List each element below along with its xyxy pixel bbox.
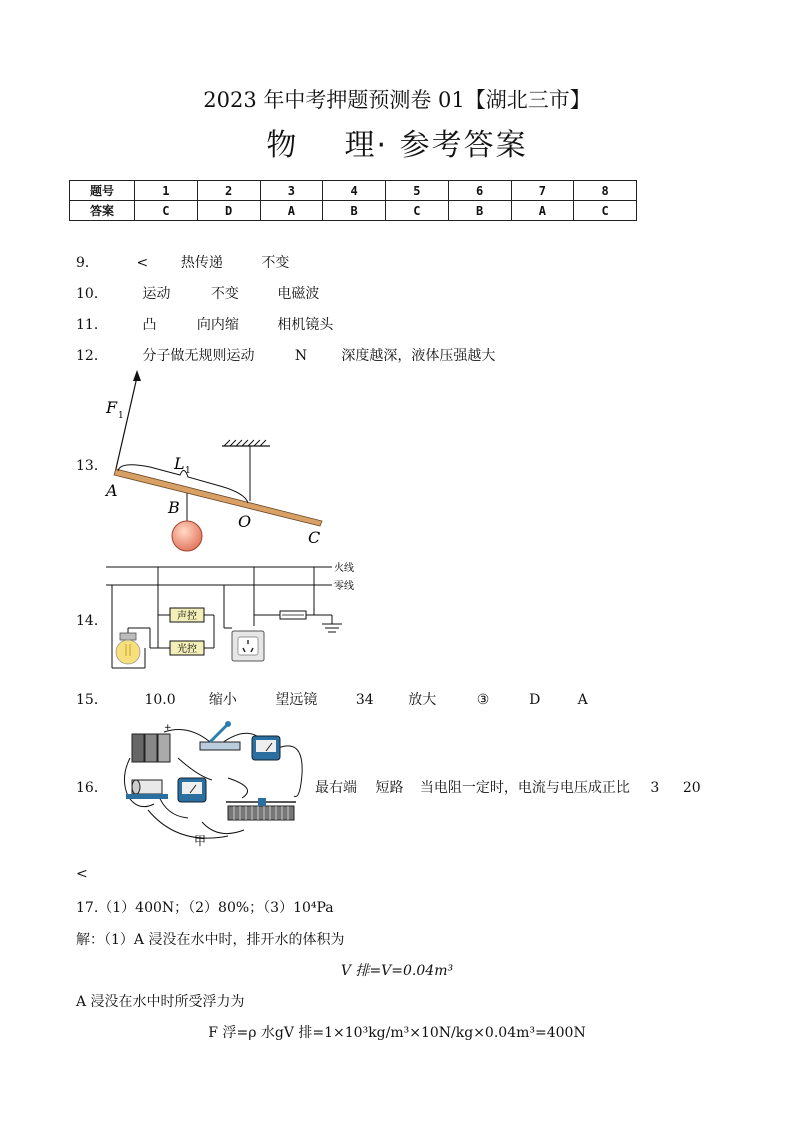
table-cell: B xyxy=(323,201,386,221)
answer-item: A xyxy=(577,692,588,708)
lever-diagram xyxy=(100,365,340,555)
answer-item: 不变 xyxy=(261,255,290,271)
question-number: 10． xyxy=(76,286,108,302)
answer-item: N xyxy=(294,348,308,364)
label-l1-sub: 1 xyxy=(185,466,191,476)
answer-item: 放大 xyxy=(408,692,437,708)
answer-item: 运动 xyxy=(142,286,171,302)
switch-icon xyxy=(200,721,240,750)
row-label-answer: 答案 xyxy=(70,201,135,221)
question-number-14: 14． xyxy=(76,613,108,629)
table-cell: A xyxy=(511,201,574,221)
label-f1-sub: 1 xyxy=(118,411,124,421)
answer-item: 20 xyxy=(682,780,701,796)
solution-text-2: A 浸没在水中时所受浮力为 xyxy=(76,994,245,1010)
answer-item: 分子做无规则运动 xyxy=(142,348,255,364)
label-f1: F xyxy=(106,398,118,417)
label-light-control: 光控 xyxy=(177,644,197,655)
table-cell: 8 xyxy=(574,181,637,201)
table-cell: D xyxy=(197,201,260,221)
table-row-numbers xyxy=(70,181,637,201)
answer-table xyxy=(69,180,637,221)
question-number: 9． xyxy=(76,255,99,271)
document-subtitle: 物 理· 参考答案 xyxy=(266,128,528,163)
solution-text-1: 解：（1）A 浸没在水中时，排开水的体积为 xyxy=(76,932,345,948)
answer-item: 向内缩 xyxy=(196,317,239,333)
answer-line-15 xyxy=(76,689,588,709)
label-a: A xyxy=(106,481,118,500)
answer-item: D xyxy=(529,692,541,708)
table-row-answers xyxy=(70,201,637,221)
answer-item: < xyxy=(136,255,149,271)
answer-item: 34 xyxy=(355,692,374,708)
label-live-wire: 火线 xyxy=(334,563,354,574)
svg-text:+: + xyxy=(164,723,172,733)
table-cell: C xyxy=(574,201,637,221)
answer-item: 深度越深，液体压强越大 xyxy=(341,348,496,364)
equation-volume: V 排=V=0.04m³ xyxy=(340,963,454,979)
answer-item: 电磁波 xyxy=(277,286,320,302)
table-cell: 7 xyxy=(511,181,574,201)
table-cell: 1 xyxy=(135,181,198,201)
answer-item: ③ xyxy=(476,692,490,708)
circuit-diagram-14 xyxy=(100,558,370,678)
answer-item: 最右端 xyxy=(315,780,357,796)
answer-item: 10.0 xyxy=(144,692,176,708)
voltmeter-icon xyxy=(178,778,206,802)
question-number: 12． xyxy=(76,348,108,364)
row-label-number: 题号 xyxy=(70,181,135,201)
table-cell: 5 xyxy=(386,181,449,201)
experiment-circuit-diagram xyxy=(118,718,314,848)
power-socket-icon xyxy=(232,631,264,661)
label-o: O xyxy=(238,512,252,531)
ammeter-icon xyxy=(252,736,280,760)
answer-tail-16: < xyxy=(76,866,88,882)
figure-caption: 甲 xyxy=(193,834,207,848)
answer-item: 相机镜头 xyxy=(277,317,334,333)
answer-item: 望远镜 xyxy=(275,692,318,708)
answer-line-16 xyxy=(315,777,701,797)
rheostat-icon xyxy=(226,798,296,820)
answer-item: 凸 xyxy=(142,317,157,333)
table-cell: 3 xyxy=(260,181,323,201)
answer-line-11 xyxy=(76,314,333,334)
table-cell: 6 xyxy=(448,181,511,201)
battery-icon xyxy=(132,723,172,762)
table-cell: C xyxy=(386,201,449,221)
table-cell: B xyxy=(448,201,511,221)
answer-line-9 xyxy=(76,252,289,272)
answer-item: 缩小 xyxy=(208,692,237,708)
answer-item: 3 xyxy=(650,780,660,796)
label-b: B xyxy=(168,498,180,517)
question-number-16: 16． xyxy=(76,780,108,796)
label-neutral-wire: 零线 xyxy=(334,581,354,592)
answer-item: 短路 xyxy=(375,780,404,796)
question-number: 11． xyxy=(76,317,108,333)
answer-line-17: 17.（1）400N；（2）80%；（3）10⁴Pa xyxy=(76,900,334,916)
question-number: 15． xyxy=(76,692,108,708)
table-cell: A xyxy=(260,201,323,221)
document-title: 2023 年中考押题预测卷 01【湖北三市】 xyxy=(203,88,591,112)
table-cell: 2 xyxy=(197,181,260,201)
label-l1: L xyxy=(174,454,185,473)
label-c: C xyxy=(308,528,321,547)
answer-line-12 xyxy=(76,345,495,365)
resistor-icon xyxy=(126,780,168,799)
question-number-13: 13． xyxy=(76,458,108,474)
answer-line-10 xyxy=(76,283,319,303)
lightbulb-icon xyxy=(116,633,140,664)
equation-buoyancy: F 浮=ρ 水gV 排=1×10³kg/m³×10N/kg×0.04m³=400N xyxy=(208,1025,586,1041)
table-cell: 4 xyxy=(323,181,386,201)
table-cell: C xyxy=(135,201,198,221)
label-sound-control: 声控 xyxy=(177,611,197,622)
answer-item: 不变 xyxy=(210,286,239,302)
answer-item: 热传递 xyxy=(180,255,223,271)
answer-item: 当电阻一定时，电流与电压成正比 xyxy=(419,780,630,796)
